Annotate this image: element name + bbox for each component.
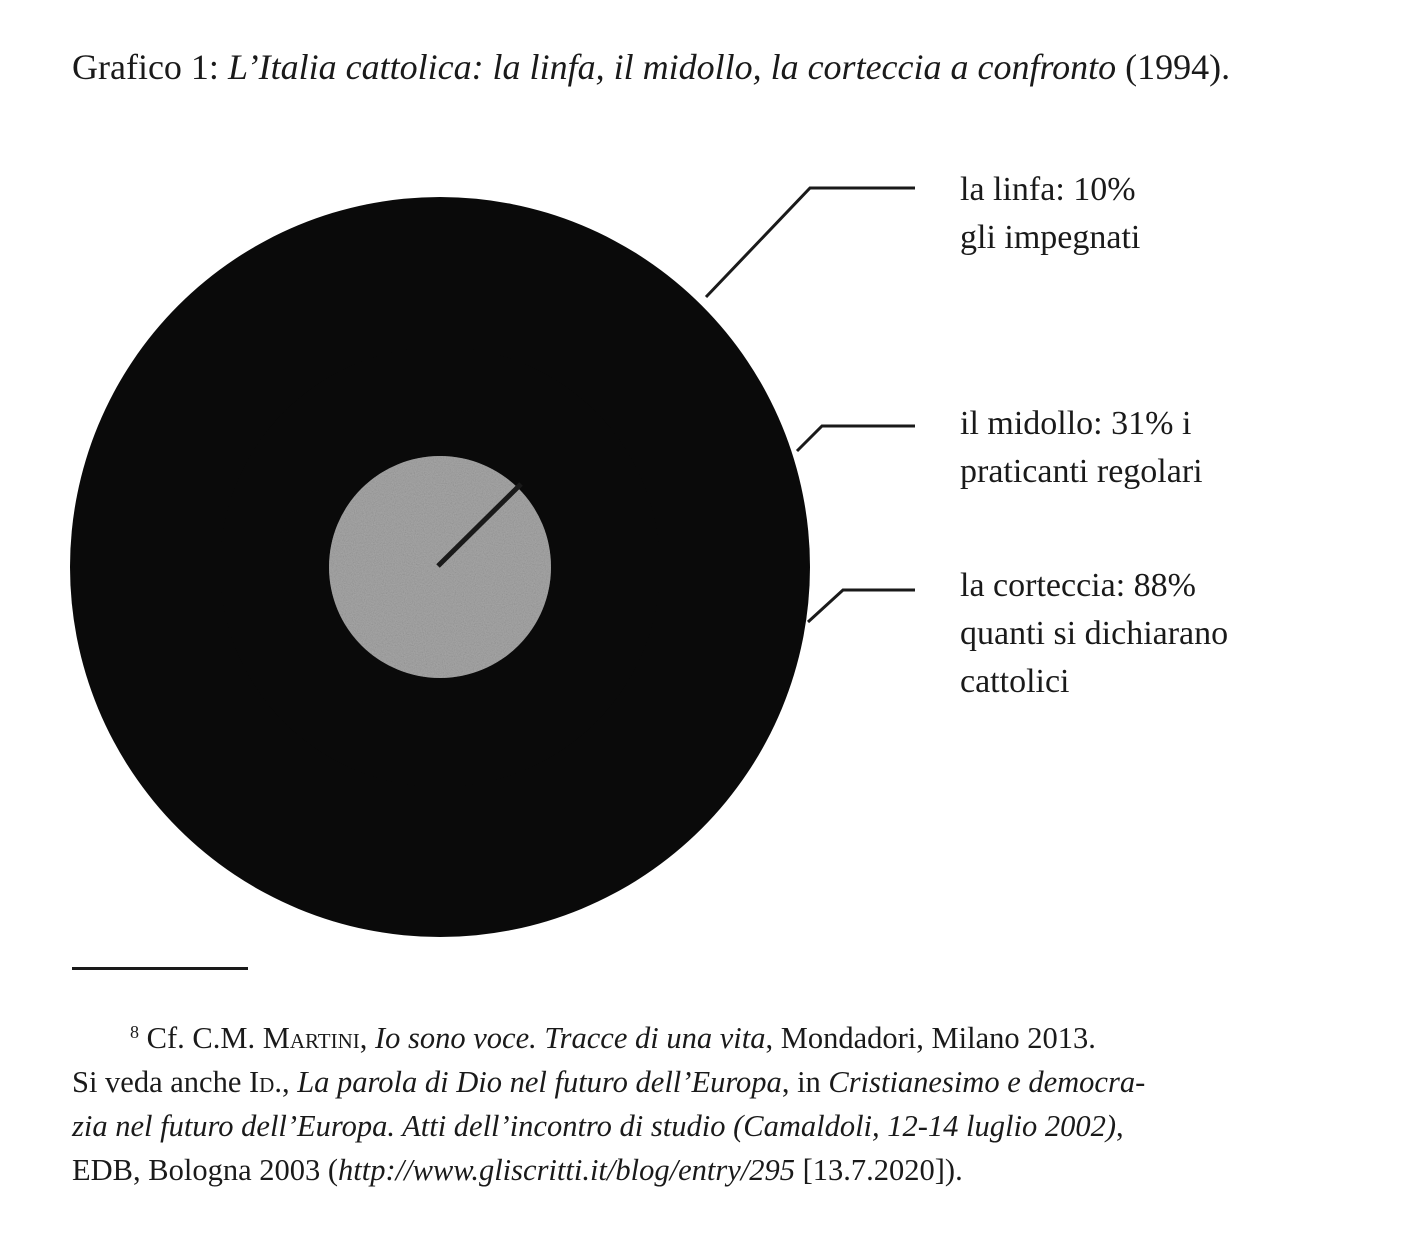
footnote-text: Si veda anche	[72, 1065, 249, 1099]
label-midollo-line-1: il midollo: 31% i	[960, 405, 1192, 442]
label-linfa-line-2: gli impegnati	[960, 219, 1141, 256]
label-linfa-line-1: la linfa: 10%	[960, 171, 1136, 208]
footnote-line-1	[72, 1010, 1342, 1060]
leader-line-linfa	[706, 188, 915, 297]
caption-year: (1994).	[1125, 47, 1231, 87]
footnote-book-title: Io sono voce. Tracce di una vita	[374, 1021, 766, 1055]
footnote-author: Martini	[262, 1021, 360, 1055]
footnote-text: EDB, Bologna 2003 (	[72, 1153, 339, 1187]
footnote-text: , Mondadori, Milano 2013.	[765, 1021, 1096, 1055]
footnote-number: 8	[130, 1022, 139, 1042]
footnote-url[interactable]: http://www.gliscritti.it/blog/entry/295	[338, 1153, 795, 1187]
footnote-text: Cf. C.M.	[146, 1021, 263, 1055]
footnote-text: ,	[281, 1065, 298, 1099]
label-corteccia-line-1: la corteccia: 88%	[960, 567, 1196, 604]
footnote-line-2	[72, 1060, 1342, 1104]
footnote-text: [13.7.2020]).	[794, 1153, 963, 1187]
label-midollo-line-2: praticanti regolari	[960, 453, 1203, 490]
footnote-text: , in	[781, 1065, 829, 1099]
caption-title: L’Italia cattolica: la linfa, il midollo, la corteccia a confronto	[227, 47, 1117, 87]
caption-prefix: Grafico 1:	[72, 47, 219, 87]
footnote-text: ,	[359, 1021, 375, 1055]
footnote-line-4	[72, 1148, 1342, 1192]
footnote-text: ,	[1116, 1109, 1124, 1143]
leader-line-midollo	[797, 426, 915, 451]
leader-line-corteccia	[808, 590, 915, 622]
footnote	[72, 1010, 1342, 1192]
footnote-divider	[72, 967, 248, 970]
footnote-book-title: La parola di Dio nel futuro dell’Europa	[297, 1065, 782, 1099]
footnote-line-3	[72, 1104, 1342, 1148]
footnote-author: Id.	[249, 1065, 282, 1099]
label-corteccia	[960, 562, 1228, 706]
label-corteccia-line-3: cattolici	[960, 663, 1070, 700]
footnote-book-title: Cristianesimo e democra-	[828, 1065, 1146, 1099]
footnote-book-title: zia nel futuro dell’Europa. Atti dell’incontro di studio (Camaldoli, 12-14 luglio 2002)	[72, 1109, 1117, 1143]
label-corteccia-line-2: quanti si dichiarano	[960, 615, 1229, 652]
label-linfa	[960, 166, 1140, 262]
label-midollo	[960, 400, 1203, 496]
